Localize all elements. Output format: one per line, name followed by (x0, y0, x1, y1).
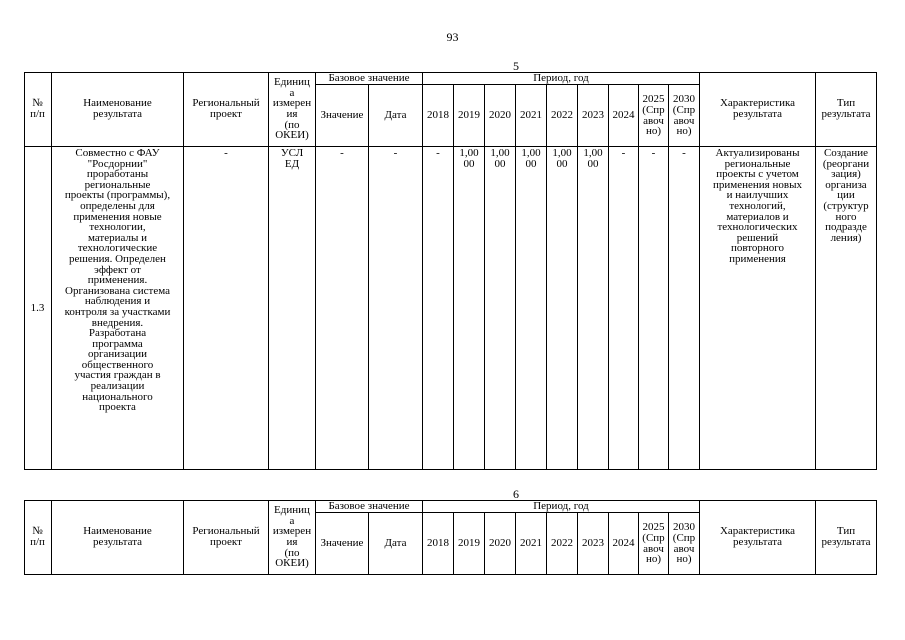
row-year-value: 1,00 00 (578, 147, 609, 470)
header-year: 2020 (485, 85, 516, 147)
header-unit: Единиц а измерен ия (по ОКЕИ) (269, 72, 316, 147)
header-year: 2019 (454, 85, 485, 147)
header-unit: Единиц а измерен ия (по ОКЕИ) (269, 500, 316, 575)
row-type: Создание (реоргани зация) организа ции (структур ного подразде ления) (816, 147, 877, 470)
header-year: 2018 (423, 513, 454, 575)
header-year: 2018 (423, 85, 454, 147)
header-characteristic: Характеристика результата (700, 72, 816, 147)
header-base-date: Дата (369, 513, 423, 575)
row-year-value: 1,00 00 (516, 147, 547, 470)
row-characteristic: Актуализированы региональные проекты с учетом применения новых и наилучших технологий, материалов и технологических решений повторного применения (700, 147, 816, 470)
row-year-value: 1,00 00 (485, 147, 516, 470)
header-name: Наименование результата (52, 500, 184, 575)
row-no: 1.3 (24, 147, 52, 470)
header-type: Тип результата (816, 72, 877, 147)
header-period: Период, год (423, 500, 700, 513)
page-number: 93 (446, 30, 459, 44)
header-year: 2030 (Спр авоч но) (669, 85, 700, 147)
header-year: 2025 (Спр авоч но) (639, 513, 669, 575)
header-year: 2023 (578, 85, 609, 147)
header-characteristic: Характеристика результата (700, 500, 816, 575)
row-regional: - (184, 147, 269, 470)
header-year: 2020 (485, 513, 516, 575)
header-year: 2021 (516, 513, 547, 575)
header-year: 2024 (609, 85, 639, 147)
header-period: Период, год (423, 72, 700, 85)
header-name: Наименование результата (52, 72, 184, 147)
section-label: 5 (513, 59, 519, 73)
header-type: Тип результата (816, 500, 877, 575)
row-unit: УСЛ ЕД (269, 147, 316, 470)
row-year-value: - (639, 147, 669, 470)
row-year-value: - (669, 147, 700, 470)
row-year-value: 1,00 00 (454, 147, 485, 470)
header-year: 2030 (Спр авоч но) (669, 513, 700, 575)
header-base: Базовое значение (316, 72, 423, 85)
header-year: 2023 (578, 513, 609, 575)
header-year: 2022 (547, 85, 578, 147)
row-year-value: - (609, 147, 639, 470)
section-label: 6 (513, 487, 519, 501)
row-year-value: 1,00 00 (547, 147, 578, 470)
header-regional: Региональный проект (184, 72, 269, 147)
row-base-date: - (369, 147, 423, 470)
header-year: 2021 (516, 85, 547, 147)
row-name: Совместно с ФАУ "Росдорнии" проработаны региональные проекты (программы), определены для применения новые технологии, материалы и технологические решения. Определен эффект от применения. Организована система наблюдения и контроля за участками внедрения. Разработана программа организации общественного участия граждан в реализации национального проекта (52, 147, 184, 470)
header-base-value: Значение (316, 85, 369, 147)
row-base-value: - (316, 147, 369, 470)
header-base: Базовое значение (316, 500, 423, 513)
header-year: 2019 (454, 513, 485, 575)
header-year: 2024 (609, 513, 639, 575)
results-table (24, 72, 877, 470)
header-no: № п/п (24, 500, 52, 575)
header-year: 2025 (Спр авоч но) (639, 85, 669, 147)
row-year-value: - (423, 147, 454, 470)
header-year: 2022 (547, 513, 578, 575)
header-base-value: Значение (316, 513, 369, 575)
header-no: № п/п (24, 72, 52, 147)
header-regional: Региональный проект (184, 500, 269, 575)
results-table (24, 500, 877, 575)
header-base-date: Дата (369, 85, 423, 147)
